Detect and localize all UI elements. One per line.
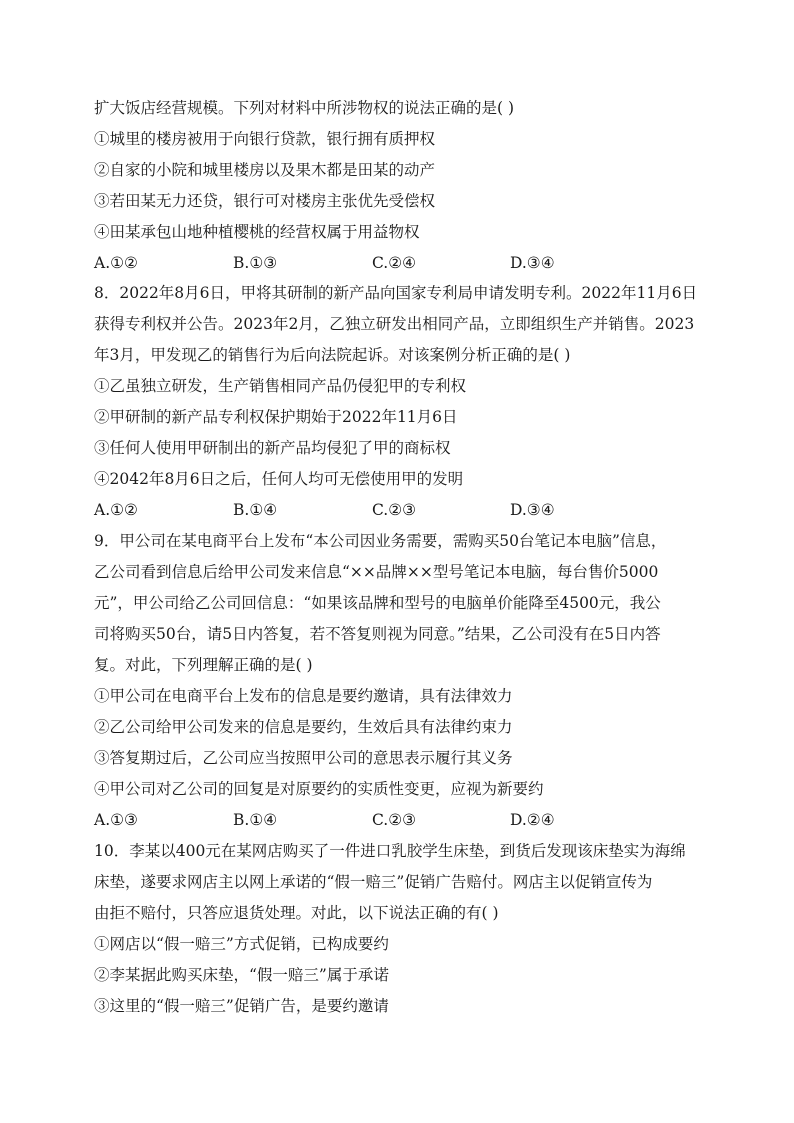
q7-statement-1: ①城里的楼房被用于向银行贷款，银行拥有质押权 — [94, 130, 436, 148]
q7-option-d[interactable]: D.③④ — [510, 254, 555, 272]
q8-statement-3: ③任何人使用甲研制出的新产品均侵犯了甲的商标权 — [94, 439, 451, 457]
q8-stem-line-3: 年3月，甲发现乙的销售行为后向法院起诉。对该案例分析正确的是( ) — [94, 346, 571, 364]
q7-stem-end: 扩大饭店经营规模。下列对材料中所涉物权的说法正确的是( ) — [94, 99, 515, 117]
q9-option-a[interactable]: A.①③ — [94, 811, 138, 829]
q9-option-b[interactable]: B.①④ — [233, 811, 278, 829]
q8-option-b[interactable]: B.①④ — [233, 501, 278, 519]
q7-statement-3: ③若田某无力还贷，银行可对楼房主张优先受偿权 — [94, 192, 436, 210]
q10-statement-2: ②李某据此购买床垫，“假一赔三”属于承诺 — [94, 966, 389, 984]
q9-stem-line-2: 乙公司看到信息后给甲公司发来信息“××品牌××型号笔记本电脑，每台售价5000 — [94, 563, 659, 581]
q8-stem-line-2: 获得专利权并公告。2023年2月，乙独立研发出相同产品，立即组织生产并销售。2023 — [94, 315, 695, 333]
q9-statement-3: ③答复期过后，乙公司应当按照甲公司的意思表示履行其义务 — [94, 749, 513, 767]
q9-statement-1: ①甲公司在电商平台上发布的信息是要约邀请，具有法律效力 — [94, 687, 513, 705]
q10-statement-3: ③这里的“假一赔三”促销广告，是要约邀请 — [94, 997, 389, 1015]
q9-statement-4: ④甲公司对乙公司的回复是对原要约的实质性变更，应视为新要约 — [94, 780, 544, 798]
q8-stem-line-1: 8．2022年8月6日，甲将其研制的新产品向国家专利局申请发明专利。2022年11月6日 — [94, 284, 698, 302]
q10-stem-line-1: 10．李某以400元在某网店购买了一件进口乳胶学生床垫，到货后发现该床垫实为海绵 — [94, 842, 686, 860]
q9-stem-line-5: 复。对此，下列理解正确的是( ) — [94, 656, 313, 674]
q10-statement-1: ①网店以“假一赔三”方式促销，已构成要约 — [94, 935, 389, 953]
q9-statement-2: ②乙公司给甲公司发来的信息是要约，生效后具有法律约束力 — [94, 718, 513, 736]
q7-option-a[interactable]: A.①② — [94, 254, 138, 272]
q7-option-c[interactable]: C.②④ — [372, 254, 417, 272]
q9-option-d[interactable]: D.②④ — [510, 811, 555, 829]
q7-option-b[interactable]: B.①③ — [233, 254, 278, 272]
q8-statement-4: ④2042年8月6日之后，任何人均可无偿使用甲的发明 — [94, 470, 464, 488]
q9-option-c[interactable]: C.②③ — [372, 811, 417, 829]
q10-stem-line-3: 由拒不赔付，只答应退货处理。对此，以下说法正确的有( ) — [94, 904, 499, 922]
q9-stem-line-1: 9．甲公司在某电商平台上发布“本公司因业务需要，需购买50台笔记本电脑”信息， — [94, 532, 667, 550]
q8-option-c[interactable]: C.②③ — [372, 501, 417, 519]
q8-statement-1: ①乙虽独立研发，生产销售相同产品仍侵犯甲的专利权 — [94, 377, 467, 395]
q8-option-a[interactable]: A.①② — [94, 501, 138, 519]
q8-option-d[interactable]: D.③④ — [510, 501, 555, 519]
q9-stem-line-3: 元”，甲公司给乙公司回信息：“如果该品牌和型号的电脑单价能降至4500元，我公 — [94, 594, 661, 612]
q9-stem-line-4: 司将购买50台，请5日内答复，若不答复则视为同意。”结果，乙公司没有在5日内答 — [94, 625, 661, 643]
q8-statement-2: ②甲研制的新产品专利权保护期始于2022年11月6日 — [94, 408, 458, 426]
q7-statement-4: ④田某承包山地种植樱桃的经营权属于用益物权 — [94, 223, 420, 241]
q7-statement-2: ②自家的小院和城里楼房以及果木都是田某的动产 — [94, 161, 436, 179]
q10-stem-line-2: 床垫，遂要求网店主以网上承诺的“假一赔三”促销广告赔付。网店主以促销宣传为 — [94, 873, 653, 891]
